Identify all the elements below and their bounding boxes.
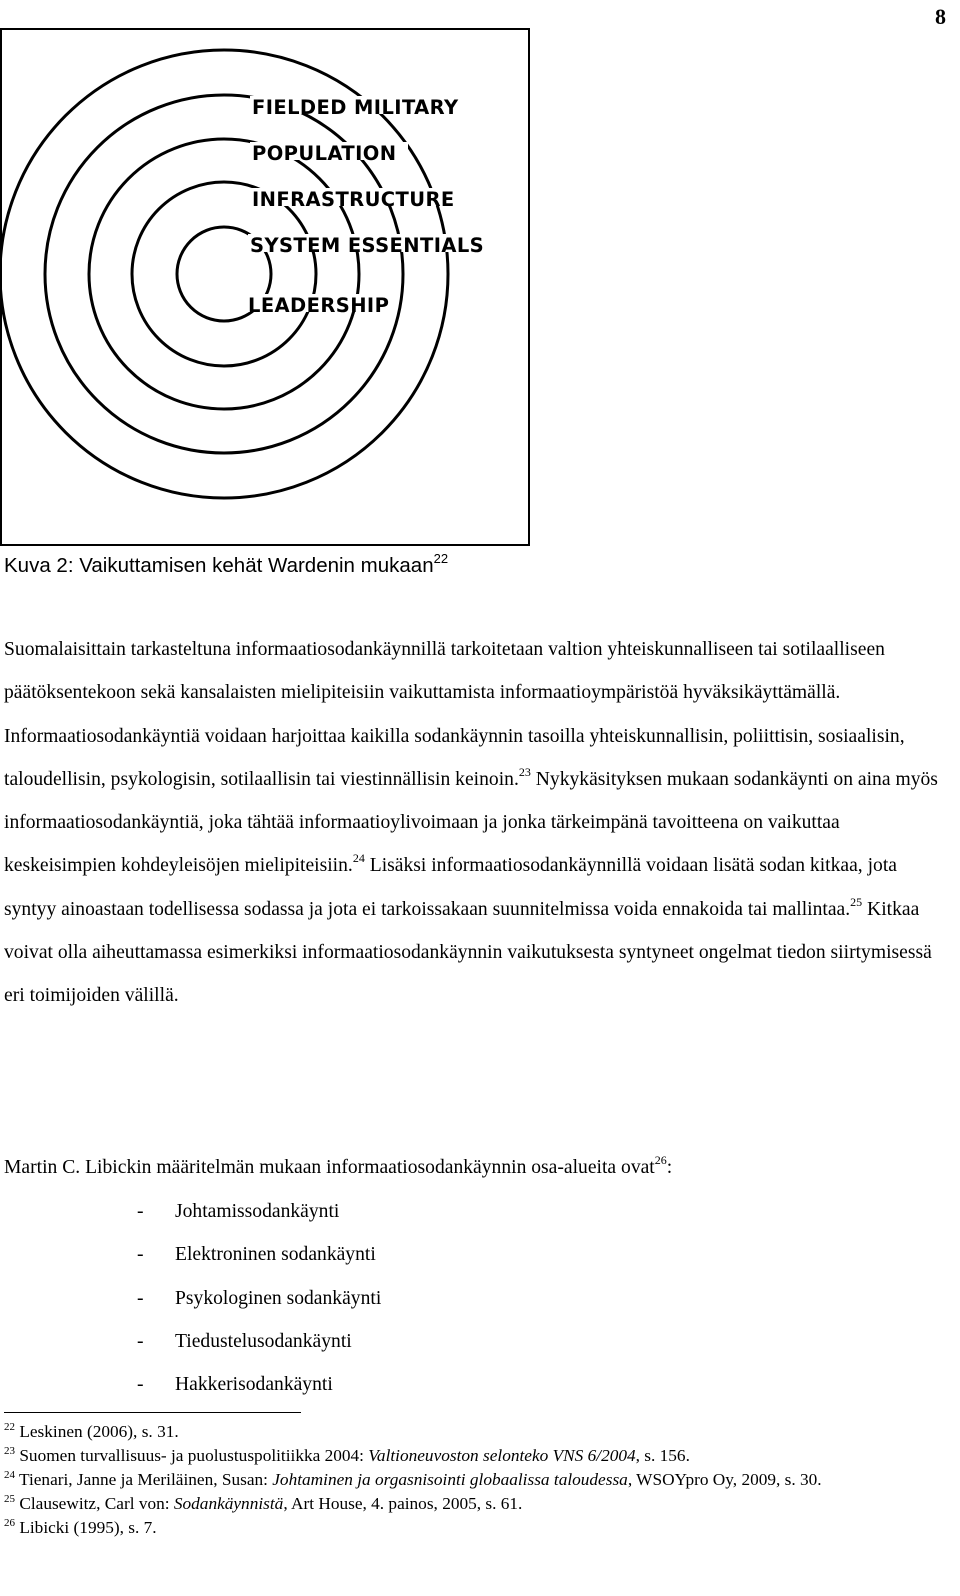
footnotes — [4, 1420, 950, 1540]
footnote-22 — [4, 1420, 950, 1444]
footnote-number: 26 — [4, 1517, 15, 1529]
warden-rings-figure — [0, 28, 530, 546]
footnote-text: Leskinen (2006), s. 31. — [15, 1422, 179, 1441]
footnote-text-tail: , WSOYpro Oy, 2009, s. 30. — [627, 1470, 822, 1489]
footnote-text: Tienari, Janne ja Meriläinen, Susan: — [15, 1470, 273, 1489]
paragraph-1-sentence-4: Kitkaa voivat olla aiheuttamassa esimerkiksi informaatiosodankäynnin vaikutuksesta syntyneet ongelmat tiedon siirtymisessä eri toimijoiden välillä. — [4, 898, 932, 1007]
footnote-title: Sodankäynnistä — [173, 1494, 284, 1513]
ring-label-leadership: LEADERSHIP — [248, 294, 390, 317]
warfare-types-list — [137, 1190, 381, 1406]
list-item — [137, 1233, 381, 1276]
footnote-text: Suomen turvallisuus- ja puolustuspolitiikka 2004: — [15, 1446, 369, 1465]
list-item-text: Tiedustelusodankäynti — [175, 1330, 352, 1352]
ring-label-system-essentials: SYSTEM ESSENTIALS — [250, 234, 485, 257]
paragraph-2-tail: : — [666, 1157, 673, 1178]
ring-infrastructure — [89, 139, 359, 409]
ring-label-fielded-military: FIELDED MILITARY — [252, 96, 459, 119]
body-paragraph-2 — [4, 1146, 950, 1189]
paragraph-2-text: Martin C. Libickin määritelmän mukaan informaatiosodankäynnin osa-alueita ovat — [4, 1157, 655, 1178]
list-item-text: Johtamissodankäynti — [175, 1201, 340, 1222]
footnote-text: Libicki (1995), s. 7. — [15, 1518, 157, 1537]
list-item-text: Hakkerisodankäynti — [175, 1374, 333, 1396]
caption-footnote-ref: 22 — [433, 551, 449, 566]
footnote-text-tail: , s. 156. — [635, 1446, 690, 1465]
footnote-number: 22 — [4, 1421, 15, 1433]
list-dash: - — [137, 1244, 144, 1266]
list-dash: - — [137, 1374, 144, 1396]
footnote-number: 23 — [4, 1445, 15, 1457]
caption-text: Kuva 2: Vaikuttamisen kehät Wardenin mukaan — [4, 554, 434, 577]
footnote-divider — [4, 1412, 301, 1413]
list-item — [137, 1320, 381, 1363]
footnote-ref-23: 23 — [518, 764, 531, 779]
figure-caption — [4, 551, 449, 578]
list-item — [137, 1190, 381, 1233]
list-dash: - — [137, 1201, 144, 1222]
footnote-ref-26: 26 — [654, 1153, 667, 1167]
footnote-number: 25 — [4, 1493, 15, 1505]
footnote-ref-25: 25 — [850, 894, 863, 909]
footnote-text: Clausewitz, Carl von: — [15, 1494, 174, 1513]
list-dash: - — [137, 1330, 144, 1352]
list-item-text: Elektroninen sodankäynti — [175, 1244, 376, 1266]
ring-label-population: POPULATION — [252, 142, 397, 165]
footnote-24 — [4, 1468, 950, 1492]
footnote-23 — [4, 1444, 950, 1468]
list-dash: - — [137, 1287, 144, 1309]
list-item-text: Psykologinen sodankäynti — [175, 1287, 382, 1309]
footnote-text-tail: , Art House, 4. painos, 2005, s. 61. — [283, 1494, 523, 1513]
list-item — [137, 1277, 381, 1320]
paragraph-1-sentence-1: Suomalaisittain tarkasteltuna informaatiosodankäynnillä tarkoitetaan valtion yhteiskunnalliseen tai sotilaalliseen päätöksentekoon sekä kansalaisten mielipiteisiin vaikuttamista informaatioympäristöä hyväksikäyttämällä. Informaatiosodankäyntiä voidaan harjoittaa kaikilla sodankäynnin tasoilla yhteiskunnallisin, poliittisin, sosiaalisin, taloudellisin, psykologisin, sotilaallisin tai viestinnällisin keinoin. — [4, 639, 905, 790]
list-item — [137, 1363, 381, 1406]
ring-label-infrastructure: INFRASTRUCTURE — [252, 188, 455, 211]
footnote-title: Johtaminen ja orgasnisointi globaalissa taloudessa — [272, 1470, 628, 1489]
footnote-26 — [4, 1516, 950, 1540]
footnote-ref-24: 24 — [352, 851, 365, 866]
paragraph-1-sentence-3: Lisäksi informaatiosodankäynnillä voidaan lisätä sodan kitkaa, jota syntyy ainoastaan todellisessa sodassa ja jota ei tarkoissakaan suunnitelmissa voida ennakoida tai mallintaa. — [4, 855, 897, 920]
paragraph-1-sentence-2: Nykykäsityksen mukaan sodankäynti on aina myös informaatiosodankäyntiä, joka tähtää informaatioylivoimaan ja jonka tärkeimpänä tavoitteena on vaikuttaa keskeisimpien kohdeyleisöjen mielipiteisiin. — [4, 768, 938, 877]
footnote-number: 24 — [4, 1469, 15, 1481]
footnote-25 — [4, 1492, 950, 1516]
page-number: 8 — [935, 4, 946, 29]
body-paragraph-1 — [4, 628, 950, 1018]
concentric-rings-diagram — [2, 30, 528, 544]
footnote-title: Valtioneuvoston selonteko VNS 6/2004 — [368, 1446, 636, 1465]
